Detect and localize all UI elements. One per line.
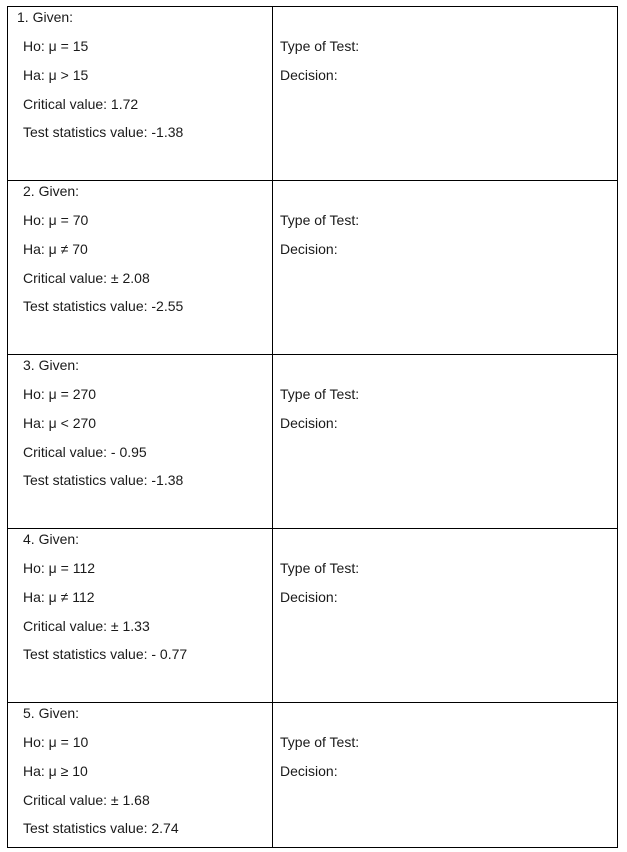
table-row [8, 7, 617, 181]
alternative-hypothesis: Ha: μ < 270 [23, 415, 97, 431]
type-of-test-label: Type of Test: [280, 212, 360, 228]
problem-heading: 2. Given: [23, 183, 80, 199]
test-statistic: Test statistics value: -2.55 [23, 298, 184, 314]
given-cell [8, 181, 273, 354]
null-hypothesis: Ho: μ = 270 [23, 386, 97, 402]
decision-label: Decision: [280, 415, 338, 431]
given-cell [8, 7, 273, 180]
table-row [8, 355, 617, 529]
test-statistic: Test statistics value: 2.74 [23, 820, 179, 836]
type-of-test-label: Type of Test: [280, 386, 360, 402]
test-statistic: Test statistics value: -1.38 [23, 124, 184, 140]
critical-value: Critical value: ± 1.68 [23, 792, 150, 808]
alternative-hypothesis: Ha: μ ≥ 10 [23, 763, 88, 779]
test-statistic: Test statistics value: -1.38 [23, 472, 184, 488]
decision-label: Decision: [280, 589, 338, 605]
answer-cell [273, 355, 617, 528]
null-hypothesis: Ho: μ = 15 [23, 38, 89, 54]
critical-value: Critical value: - 0.95 [23, 444, 147, 460]
table-row [8, 181, 617, 355]
alternative-hypothesis: Ha: μ ≠ 70 [23, 241, 88, 257]
problem-heading: 3. Given: [23, 357, 80, 373]
answer-cell [273, 181, 617, 354]
decision-label: Decision: [280, 763, 338, 779]
critical-value: Critical value: 1.72 [23, 96, 139, 112]
table-row [8, 529, 617, 703]
decision-label: Decision: [280, 67, 338, 83]
given-cell [8, 529, 273, 702]
table-row [8, 703, 617, 847]
answer-cell [273, 703, 617, 847]
test-statistic: Test statistics value: - 0.77 [23, 646, 188, 662]
given-cell [8, 703, 273, 847]
answer-cell [273, 7, 617, 180]
type-of-test-label: Type of Test: [280, 734, 360, 750]
null-hypothesis: Ho: μ = 70 [23, 212, 89, 228]
alternative-hypothesis: Ha: μ ≠ 112 [23, 589, 95, 605]
problem-table [7, 6, 618, 848]
problem-heading: 1. Given: [17, 9, 74, 25]
critical-value: Critical value: ± 1.33 [23, 618, 150, 634]
decision-label: Decision: [280, 241, 338, 257]
problem-heading: 4. Given: [23, 531, 80, 547]
problem-heading: 5. Given: [23, 705, 80, 721]
critical-value: Critical value: ± 2.08 [23, 270, 150, 286]
null-hypothesis: Ho: μ = 10 [23, 734, 89, 750]
given-cell [8, 355, 273, 528]
null-hypothesis: Ho: μ = 112 [23, 560, 96, 576]
alternative-hypothesis: Ha: μ > 15 [23, 67, 89, 83]
type-of-test-label: Type of Test: [280, 38, 360, 54]
answer-cell [273, 529, 617, 702]
type-of-test-label: Type of Test: [280, 560, 360, 576]
